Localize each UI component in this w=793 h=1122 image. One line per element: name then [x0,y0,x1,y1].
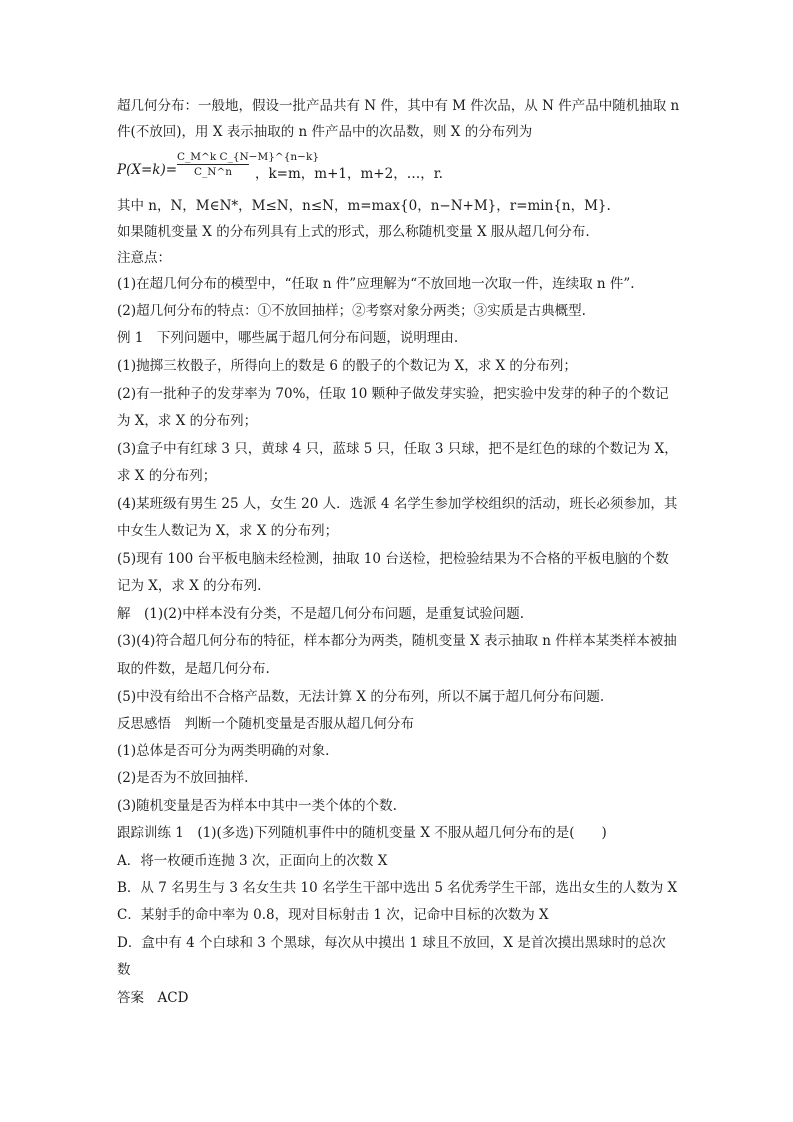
formula-denominator: C_N^n [193,166,233,178]
text-line: (5)现有 100 台平板电脑未经检测，抽取 10 台送检，把检验结果为不合格的平板电脑的个数 [117,551,669,567]
text-line: (1)抛掷三枚骰子，所得向上的数是 6 的骰子的个数记为 X，求 X 的分布列； [117,358,577,374]
text-line: (2)有一批种子的发芽率为 70%，任取 10 颗种子做发芽实验，把实验中发芽的种子的个数记 [117,386,669,402]
text-line: 件(不放回)，用 X 表示抽取的 n 件产品中的次品数，则 X 的分布列为 [117,124,533,140]
formula-rhs: ，k=m，m+1，m+2，…，r. [255,166,443,182]
option-b: B．从 7 名男生与 3 名女生共 10 名学生干部中选出 5 名优秀学生干部，选出女生的人数为 X [117,880,678,896]
text-line: 解 (1)(2)中样本没有分类，不是超几何分布问题，是重复试验问题. [117,606,525,622]
option-d-continued: 数 [117,962,131,978]
text-line: 例 1 下列问题中，哪些属于超几何分布问题，说明理由. [117,330,459,346]
text-line: 取的件数，是超几何分布. [117,661,270,677]
text-line: (2)超几何分布的特点：①不放回抽样；②考察对象分两类；③实质是古典概型. [117,303,586,319]
formula-lhs: P(X=k)= [117,162,178,178]
option-c: C．某射手的命中率为 0.8，现对目标射击 1 次，记命中目标的次数为 X [117,907,549,923]
text-line: 如果随机变量 X 的分布列具有上式的形式，那么称随机变量 X 服从超几何分布. [117,224,590,240]
distribution-formula [117,150,677,190]
text-line: (1)总体是否可分为两类明确的对象. [117,743,330,759]
text-line: 中女生人数记为 X，求 X 的分布列； [117,523,339,539]
text-line: 求 X 的分布列； [117,468,217,484]
text-line: (1)在超几何分布的模型中，“任取 n 件”应理解为“不放回地一次取一件，连续取 n 件”. [117,276,635,292]
text-line: (3)随机变量是否为样本中其中一类个体的个数. [117,798,397,814]
answer-line: 答案 ACD [117,990,189,1006]
text-line: (2)是否为不放回抽样. [117,770,249,786]
text-line: 注意点： [117,250,171,266]
text-line: 为 X，求 X 的分布列； [117,413,258,429]
text-line: (4)某班级有男生 25 人，女生 20 人．选派 4 名学生参加学校组织的活动，班长必须参加，其 [117,496,678,512]
text-line: (5)中没有给出不合格产品数，无法计算 X 的分布列，所以不属于超几何分布问题. [117,689,605,705]
text-line: 反思感悟 判断一个随机变量是否服从超几何分布 [117,716,414,732]
formula-numerator: C_M^k C_{N−M}^{n−k} [177,151,319,163]
text-line: 其中 n，N，M∈N*，M≤N，n≤N，m=max{0，n−N+M}，r=min{n，M}. [117,198,611,214]
formula-fraction [177,150,319,179]
text-line: 跟踪训练 1 (1)(多选)下列随机事件中的随机变量 X 不服从超几何分布的是( ) [117,825,607,841]
text-line: 超几何分布：一般地，假设一批产品共有 N 件，其中有 M 件次品，从 N 件产品中随机抽取 n [117,98,680,114]
text-line: (3)盒子中有红球 3 只，黄球 4 只，蓝球 5 只，任取 3 只球，把不是红色的球的个数记为 X， [117,441,678,457]
text-line: (3)(4)符合超几何分布的特征，样本都分为两类，随机变量 X 表示抽取 n 件样本某类样本被抽 [117,633,677,649]
text-line: 记为 X，求 X 的分布列. [117,578,262,594]
option-d: D．盒中有 4 个白球和 3 个黑球，每次从中摸出 1 球且不放回，X 是首次摸出黑球时的总次 [117,935,666,951]
option-a: A．将一枚硬币连抛 3 次，正面向上的次数 X [117,853,388,869]
